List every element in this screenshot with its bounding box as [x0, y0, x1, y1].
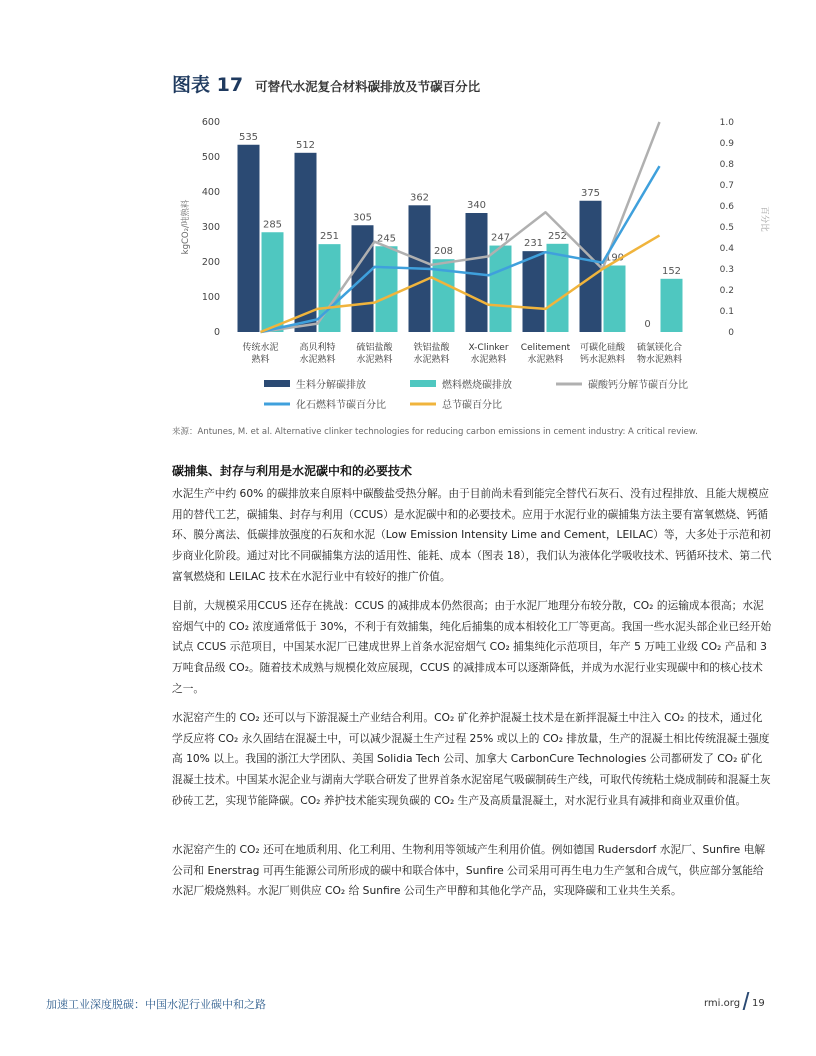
category-label: 硫氯镁化合物水泥熟料	[636, 343, 683, 365]
category-label: 传统水泥熟料	[242, 343, 279, 365]
y-tick-label: 300	[201, 222, 220, 233]
y-tick-label: 500	[201, 152, 220, 163]
bar	[262, 232, 284, 332]
bar-value-label: 512	[295, 139, 316, 151]
legend-label: 碳酸钙分解节碳百分比	[588, 380, 688, 391]
paragraph-2: 目前，大规模采用CCUS 还存在挑战：CCUS 的减排成本仍然很高；由于水泥厂地理分布较分散，CO₂ 的运输成本很高；水泥窑烟气中的 CO₂ 浓度通常低于 30%，不利于有效捕集，纯化后捕集的成本相较化工厂等更高。我国一些水泥头部企业已经开始试点 CCUS 示范项目，中国某水泥厂已建成世界上首条水泥窑烟气 CO₂ 捕集纯化示范项目，年产 5 万吨工业级 CO₂ 产品和 3 万吨食品级 CO₂。随着技术成熟与规模化效应展现，CCUS 的减排成本可以逐渐降低，并成为水泥行业实现碳中和的核心技术之一。	[172, 599, 772, 695]
emissions-chart	[170, 108, 769, 418]
y2-tick-label: 0.9	[719, 139, 734, 149]
figure-source: 来源：Antunes, M. et al. Alternative clinker technologies for reducing carbon emissions in cement industry: A critical review.	[172, 427, 698, 437]
page-number: 19	[752, 998, 765, 1009]
figure-number: 图表 17	[172, 74, 244, 96]
y2-tick-label: 0.3	[719, 265, 734, 275]
bar-value-label: 0	[644, 319, 651, 330]
figure-heading	[172, 70, 480, 97]
bar	[238, 145, 260, 332]
category-label: Celitement 水泥熟料	[520, 343, 571, 365]
bar	[661, 279, 683, 332]
legend-label: 生料分解碳排放	[296, 380, 366, 391]
paragraph-4: 水泥窑产生的 CO₂ 还可在地质利用、化工利用、生物利用等领域产生利用价值。例如德国 Rudersdorf 水泥厂、Sunfire 电解公司和 Enerstrag 可再生能源公司所形成的碳中和联合体中，Sunfire 公司采用可再生电力生产氢和合成气，供应部分氢能给水泥厂煅烧熟料。水泥厂则供应 CO₂ 给 Sunfire 公司生产甲醇和其他化学产品，实现降碳和工业共生关系。	[172, 843, 766, 898]
y-axis-title: kgCO₂/吨熟料	[181, 199, 191, 255]
category-label: 硫铝盐酸水泥熟料	[356, 343, 393, 365]
bar-value-label: 535	[238, 131, 259, 143]
paragraph-3: 水泥窑产生的 CO₂ 还可以与下游混凝土产业结合利用。CO₂ 矿化养护混凝土技术是在新拌混凝土中注入 CO₂ 的技术，通过化学反应将 CO₂ 永久固结在混凝土中，可以减少混凝土生产过程 25% 或以上的 CO₂ 排放量，生产的混凝土相比传统混凝土强度高 10% 以上。我国的浙江大学团队、美国 Solidia Tech 公司、加拿大 CarbonCure Technologies 公司都研发了 CO₂ 矿化混凝土技术。中国某水泥企业与湖南大学联合研发了世界首条水泥窑尾气吸碳制砖生产线，可取代传统粘土烧成制砖和混凝土灰砂砖工艺，实现节能降碳。CO₂ 养护技术能实现负碳的 CO₂ 生产及高质量混凝土，对水泥行业具有减排和商业双重价值。	[172, 711, 771, 807]
bar	[604, 266, 626, 333]
y2-tick-label: 0.7	[719, 181, 734, 191]
bar-value-label: 190	[604, 252, 625, 264]
y2-tick-label: 0.8	[719, 160, 734, 170]
bar-value-label: 152	[661, 265, 682, 277]
y2-tick-label: 1.0	[719, 118, 734, 128]
bar-value-label: 252	[547, 230, 568, 242]
y2-tick-label: 0.2	[719, 286, 734, 296]
y-tick-label: 100	[201, 292, 220, 303]
bar	[490, 246, 512, 332]
bar	[295, 153, 317, 332]
y-tick-label: 0	[213, 327, 220, 338]
paragraph-1: 水泥生产中约 60% 的碳排放来自原料中碳酸盐受热分解。由于目前尚未看到能完全替代石灰石、没有过程排放、且能大规模应用的替代工艺，碳捕集、封存与利用（CCUS）是水泥碳中和的必要技术。应用于水泥行业的碳捕集方法主要有富氧燃烧、钙循环、膜分离法、低碳排放强度的石灰和水泥（Low Emission Intensity Lime and Cement，LEILAC）等，大多处于示范和初步商业化阶段。通过对比不同碳捕集方法的适用性、能耗、成本（图表 18），我们认为液体化学吸收技术、钙循环技术、第二代富氧燃烧和 LEILAC 技术在水泥行业中有较好的推广价值。	[172, 487, 772, 583]
y2-tick-label: 0.5	[719, 223, 734, 233]
footer-divider	[743, 992, 750, 1010]
bar-value-label: 305	[352, 212, 373, 224]
bar-value-label: 340	[466, 200, 487, 211]
y2-tick-label: 0	[728, 328, 734, 338]
bar-value-label: 285	[262, 219, 283, 231]
bar-value-label: 251	[319, 231, 340, 243]
bar	[523, 251, 545, 332]
y2-tick-label: 0.4	[719, 244, 734, 254]
footer-report-title: 加速工业深度脱碳：中国水泥行业碳中和之路	[46, 998, 266, 1011]
bar-value-label: 247	[490, 232, 511, 244]
bar-value-label: 245	[376, 233, 397, 245]
legend-swatch	[410, 380, 436, 387]
bar-value-label: 362	[409, 192, 430, 204]
legend-label: 燃料燃烧碳排放	[442, 380, 512, 391]
y-tick-label: 400	[201, 187, 220, 198]
legend-label: 化石燃料节碳百分比	[296, 400, 386, 411]
category-label: 高贝利特水泥熟料	[299, 343, 336, 365]
legend-swatch	[264, 380, 290, 387]
y-tick-label: 600	[201, 117, 220, 128]
y-tick-label: 200	[201, 257, 220, 268]
bar-value-label: 231	[523, 238, 544, 250]
footer-site: rmi.org	[704, 998, 741, 1009]
category-label: 铁铝盐酸水泥熟料	[413, 343, 450, 365]
category-label: 可碳化硅酸钙水泥熟料	[579, 343, 626, 365]
y2-tick-label: 0.6	[719, 202, 734, 212]
legend-label: 总节碳百分比	[442, 400, 502, 411]
y2-tick-label: 0.1	[719, 307, 734, 317]
y2-axis-title: 百分比	[759, 206, 769, 232]
bar-value-label: 208	[433, 246, 454, 258]
bar	[376, 246, 398, 332]
figure-title: 可替代水泥复合材料碳排放及节碳百分比	[255, 79, 481, 94]
section-title: 碳捕集、封存与利用是水泥碳中和的必要技术	[172, 464, 413, 478]
category-label: X-Clinker 水泥熟料	[468, 343, 509, 365]
bar-value-label: 375	[580, 187, 601, 199]
